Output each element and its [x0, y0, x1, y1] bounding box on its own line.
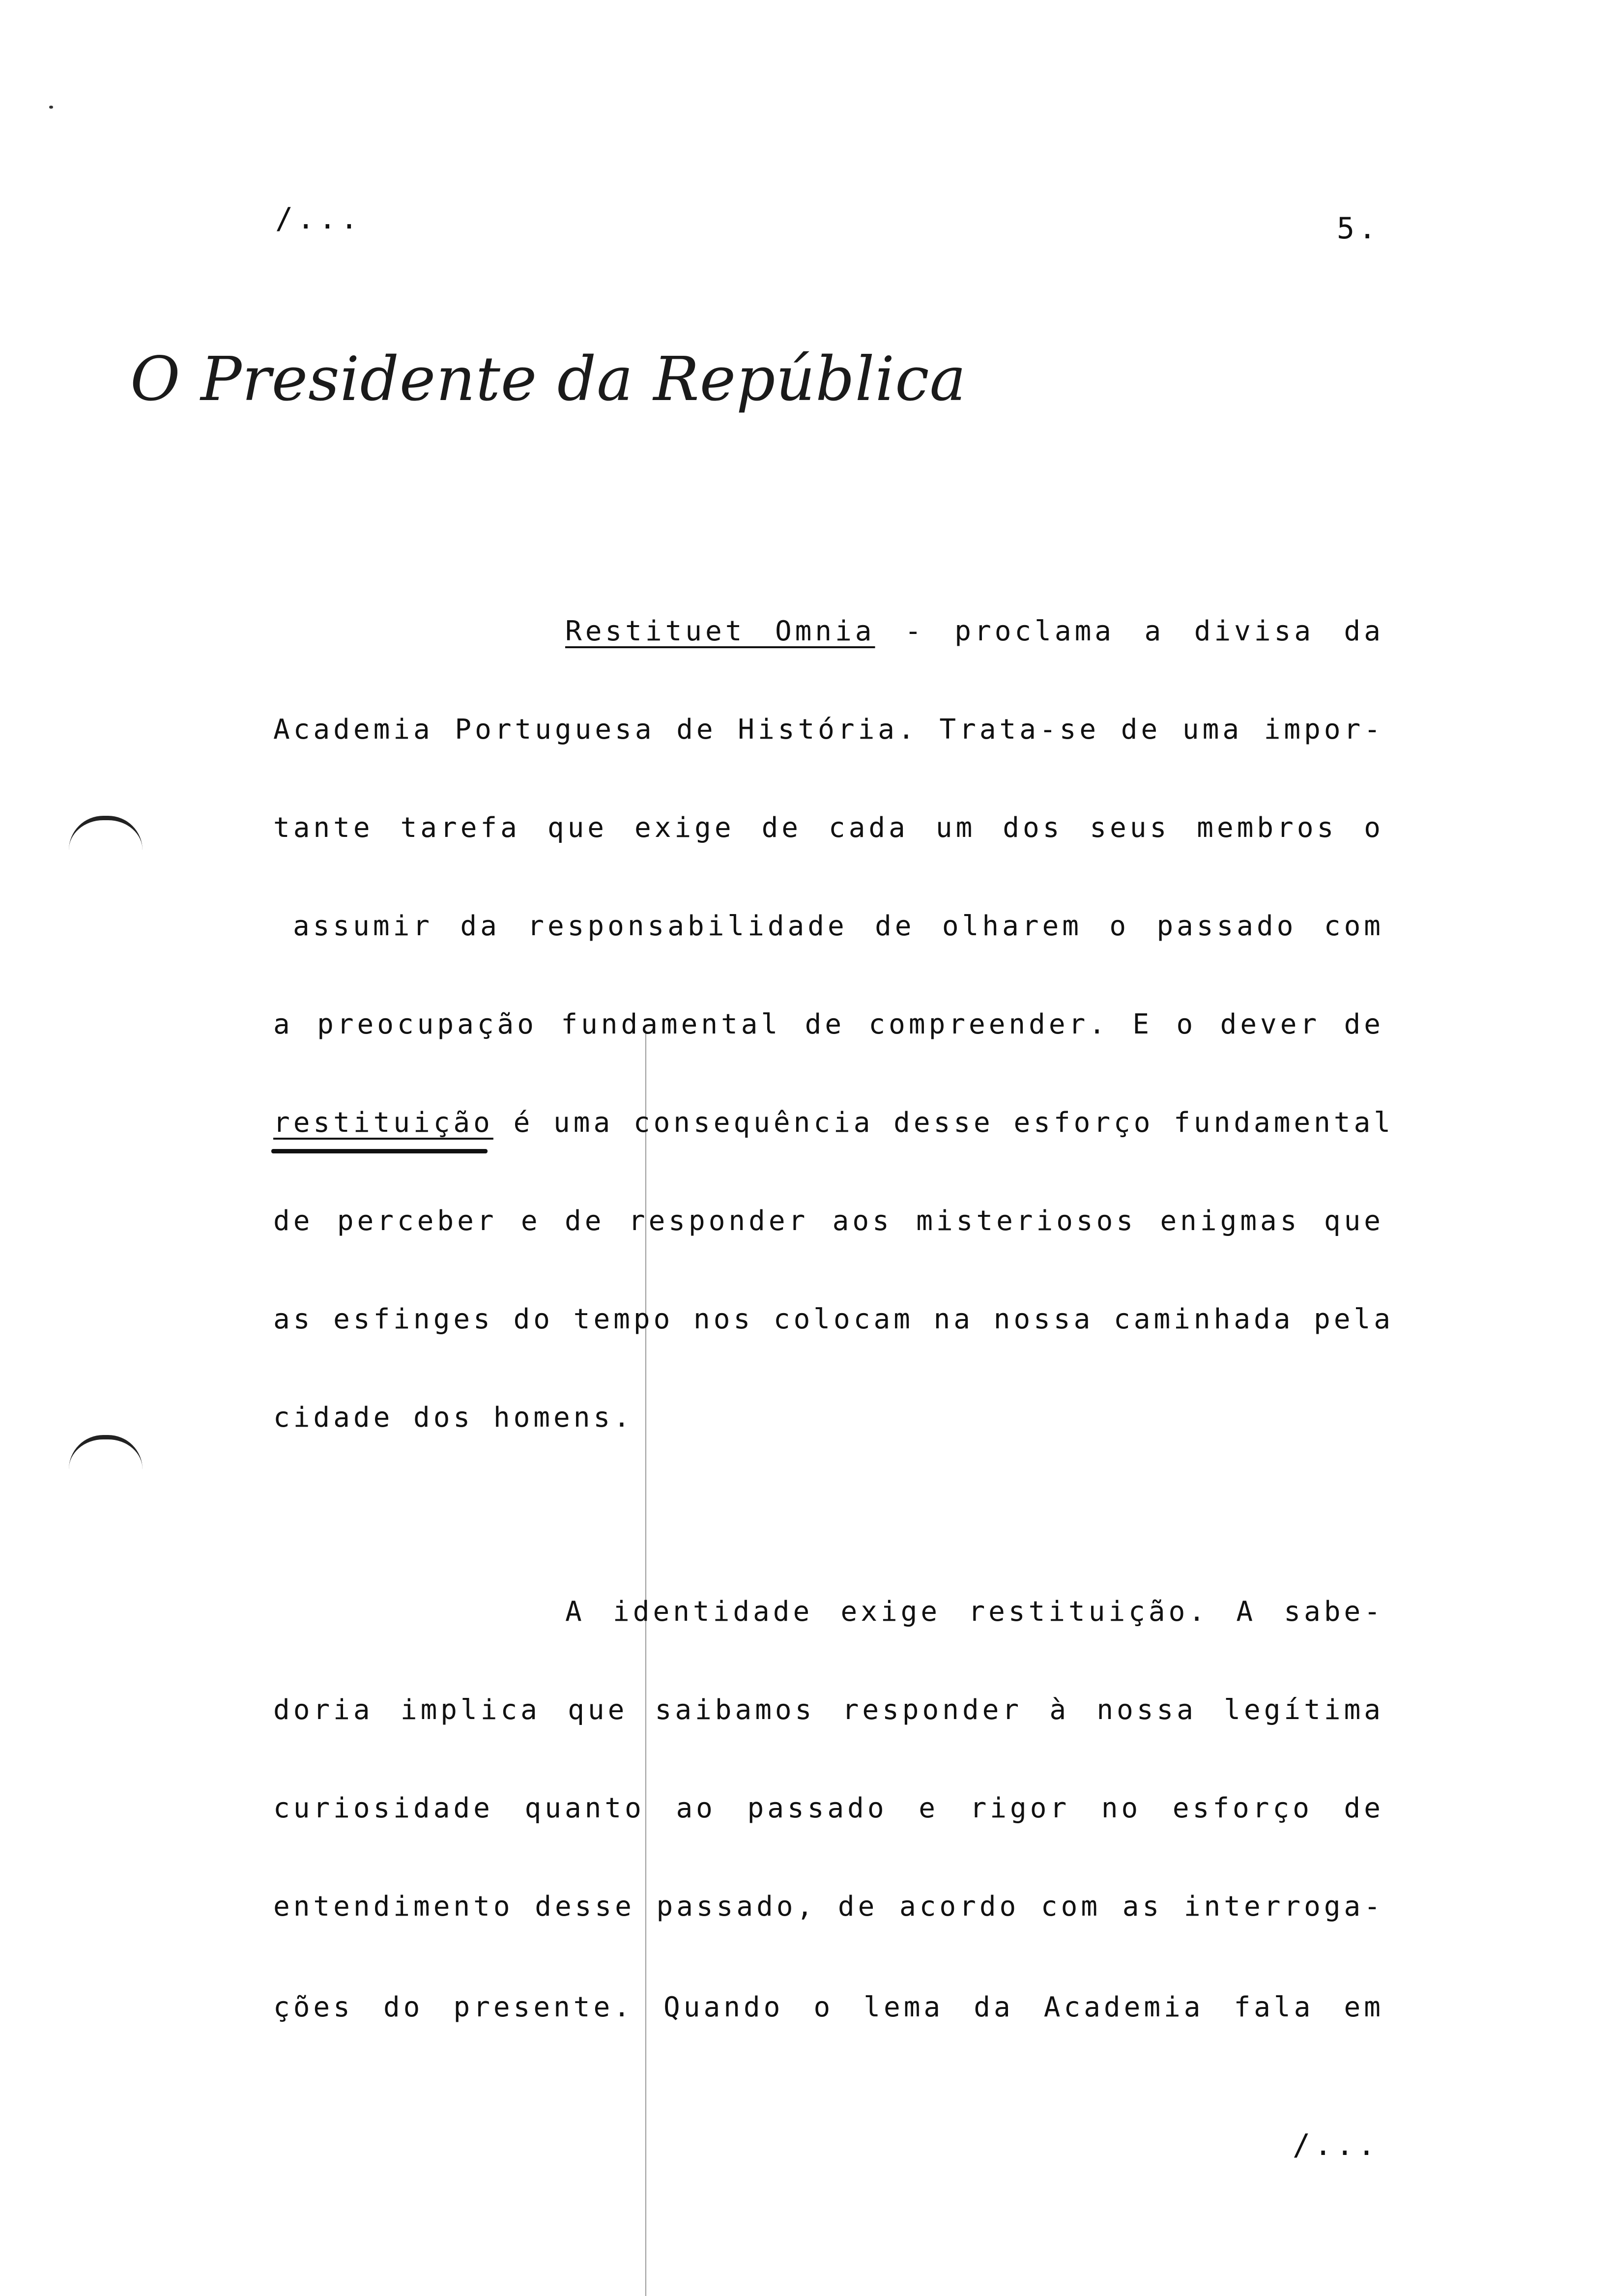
handwritten-underline: [271, 1149, 488, 1153]
continuation-mark-bottom: /...: [1293, 2128, 1380, 2162]
motto-text: Restituet Omnia: [565, 615, 875, 647]
paragraph-line: Academia Portuguesa de História. Trata-se de uma impor-: [273, 714, 1384, 746]
paragraph-line: A identidade exige restituição. A sabe-: [565, 1596, 1384, 1628]
paragraph-line: [273, 1093, 1394, 1152]
paragraph-line: entendimento desse passado, de acordo com as interroga-: [273, 1891, 1384, 1923]
paragraph-line: tante tarefa que exige de cada um dos seus membros o: [273, 812, 1384, 844]
paragraph-line: [565, 602, 1384, 661]
punch-hole-mark-upper: [69, 816, 143, 850]
paragraph-line: curiosidade quanto ao passado e rigor no esforço de: [273, 1792, 1384, 1824]
paragraph-line: doria implica que saibamos responder à nossa legítima: [273, 1694, 1384, 1726]
punch-hole-mark-lower: [69, 1435, 143, 1469]
continuation-mark-top: /...: [275, 201, 362, 236]
emphasized-word: restituição: [273, 1107, 493, 1139]
paragraph-line: as esfinges do tempo nos colocam na nossa caminhada pela: [273, 1303, 1394, 1335]
paragraph-line: de perceber e de responder aos misteriosos enigmas que: [273, 1205, 1384, 1237]
paragraph-line: a preocupação fundamental de compreender. E o dever de: [273, 1008, 1384, 1040]
letterhead: O Presidente da República: [130, 344, 967, 415]
paper-speck: [49, 106, 53, 109]
paragraph-line: ções do presente. Quando o lema da Academia fala em: [273, 1991, 1384, 2023]
paragraph-line: assumir da responsabilidade de olharem o passado com: [293, 910, 1384, 942]
line-text: - proclama a divisa da: [875, 615, 1384, 647]
page-number: 5.: [1337, 211, 1381, 246]
paragraph-line: cidade dos homens.: [273, 1402, 633, 1434]
line-text: é uma consequência desse esforço fundamental: [493, 1107, 1394, 1139]
